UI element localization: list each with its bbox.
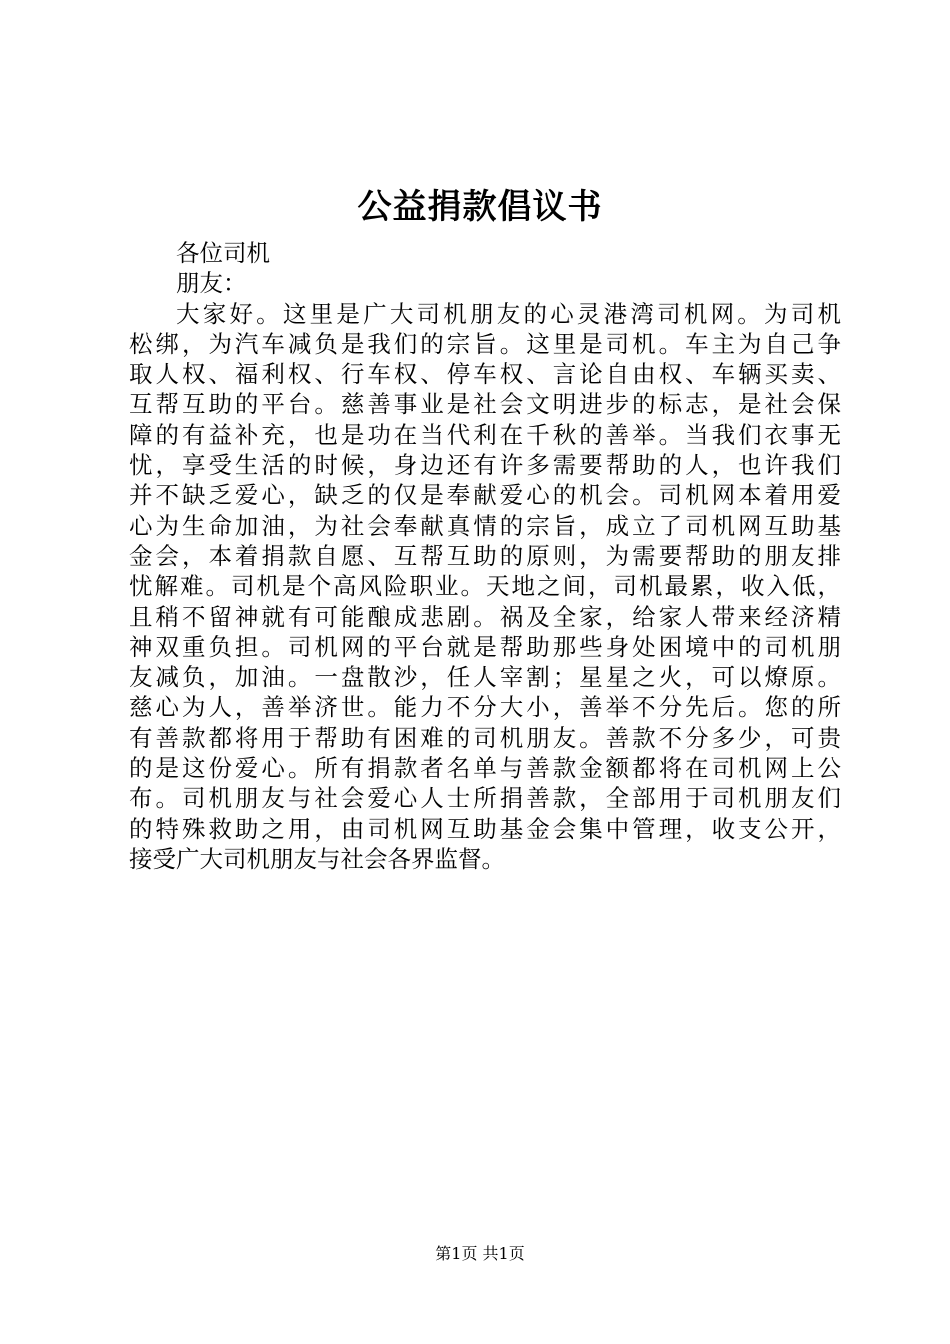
salutation-line: 朋友：: [176, 269, 247, 298]
paragraph-line: 且稍不留神就有可能酿成悲剧。祸及全家，给家人带来经济精: [129, 602, 841, 631]
paragraph-line: 的是这份爱心。所有捐款者名单与善款金额都将在司机网上公: [129, 754, 841, 783]
paragraph-line: 慈心为人，善举济世。能力不分大小，善举不分先后。您的所: [129, 693, 841, 722]
document-title: 公益捐款倡议书: [357, 187, 603, 227]
paragraph-line: 忧解难。司机是个高风险职业。天地之间，司机最累，收入低，: [129, 572, 841, 601]
paragraph-line: 有善款都将用于帮助有困难的司机朋友。善款不分多少，可贵: [129, 723, 841, 752]
paragraph-line: 松绑，为汽车减负是我们的宗旨。这里是司机。车主为自己争: [129, 329, 841, 358]
paragraph-line: 神双重负担。司机网的平台就是帮助那些身处困境中的司机朋: [129, 632, 841, 661]
paragraph-line: 大家好。这里是广大司机朋友的心灵港湾司机网。为司机: [176, 299, 841, 328]
paragraph-line: 障的有益补充，也是功在当代利在千秋的善举。当我们衣事无: [129, 420, 841, 449]
paragraph-line: 心为生命加油，为社会奉献真情的宗旨，成立了司机网互助基: [129, 511, 841, 540]
paragraph-line: 互帮互助的平台。慈善事业是社会文明进步的标志，是社会保: [129, 390, 841, 419]
paragraph-line: 取人权、福利权、行车权、停车权、言论自由权、车辆买卖、: [129, 360, 841, 389]
paragraph-line: 并不缺乏爱心，缺乏的仅是奉献爱心的机会。司机网本着用爱: [129, 481, 841, 510]
document-body: [129, 238, 841, 874]
paragraph-line: 金会，本着捐款自愿、互帮互助的原则，为需要帮助的朋友排: [129, 541, 841, 570]
paragraph-line: 忧，享受生活的时候，身边还有许多需要帮助的人，也许我们: [129, 451, 841, 480]
paragraph-line: 接受广大司机朋友与社会各界监督。: [129, 844, 505, 873]
salutation-line: 各位司机: [176, 239, 270, 267]
paragraph-line: 友减负，加油。一盘散沙，任人宰割；星星之火，可以燎原。: [129, 663, 841, 692]
page-footer: 第1页 共1页: [435, 1244, 525, 1263]
paragraph-line: 布。司机朋友与社会爱心人士所捐善款，全部用于司机朋友们: [129, 784, 841, 813]
paragraph-line: 的特殊救助之用，由司机网互助基金会集中管理，收支公开，: [129, 814, 841, 843]
